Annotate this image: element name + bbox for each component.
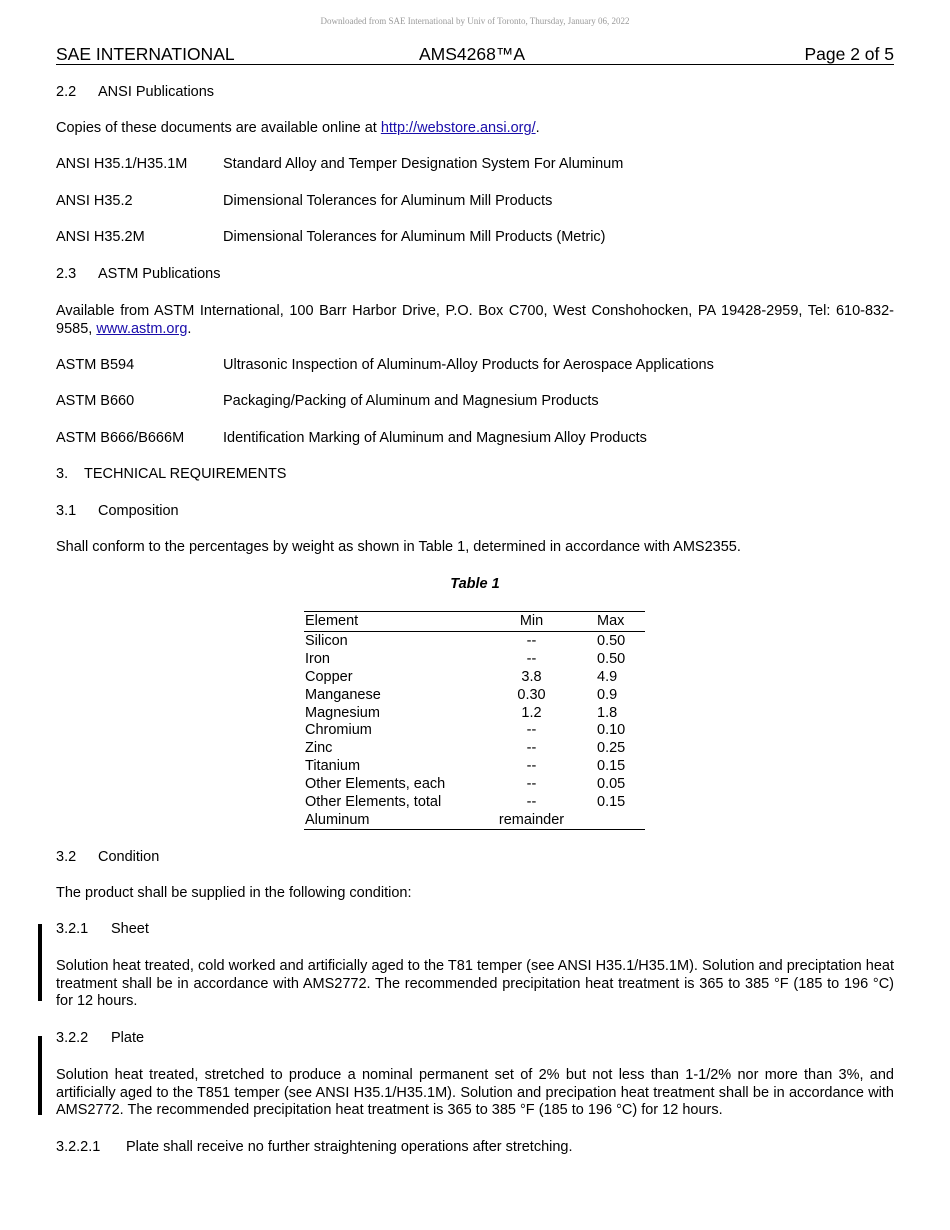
- ref-code: ASTM B660: [56, 393, 135, 409]
- section-title: ASTM Publications: [98, 266, 221, 282]
- cell-element: Other Elements, each: [305, 776, 446, 793]
- table-1-caption: Table 1: [450, 576, 500, 592]
- section-3-2-2-heading: [56, 1030, 144, 1046]
- header-min: Min: [519, 613, 544, 629]
- cell-max: 0.50: [597, 633, 626, 649]
- astm-ref-row: [56, 357, 894, 375]
- ref-code: ANSI H35.2: [56, 193, 133, 209]
- section-title: Plate: [111, 1030, 145, 1046]
- table-row: [304, 704, 645, 722]
- astm-website-link[interactable]: www.astm.org: [96, 320, 188, 337]
- cell-max: 0.15: [597, 758, 626, 775]
- ansi-ref-row: [56, 193, 894, 211]
- cell-min: 3.8: [521, 668, 542, 685]
- section-text: Plate shall receive no further straightening operations after stretching.: [126, 1139, 573, 1155]
- cell-element: Manganese: [305, 686, 381, 703]
- plate-condition-text: Solution heat treated, stretched to produce a nominal permanent set of 2% but not less than 1-1/2% nor more than 3%, and artificially aged to the T851 temper (see ANSI H35.1/H35.1M). Solution and precipation heat treatment shall be in accordance with AMS2772. The recommended precipitation heat treatment is 365 to 385 °F (185 to 196 °C) for 12 hours.: [56, 1067, 894, 1118]
- condition-text: The product shall be supplied in the following condition:: [56, 885, 412, 901]
- header-element: Element: [305, 613, 359, 629]
- ref-code: ANSI H35.1/H35.1M: [56, 156, 188, 172]
- ref-title: Dimensional Tolerances for Aluminum Mill Products (Metric): [223, 229, 606, 245]
- cell-max: 1.8: [597, 704, 618, 721]
- cell-min: --: [526, 758, 537, 775]
- cell-element: Other Elements, total: [305, 794, 442, 811]
- page-header: [56, 44, 894, 65]
- header-org: SAE INTERNATIONAL: [56, 44, 235, 64]
- section-number: 3.: [56, 466, 69, 482]
- astm-intro: [56, 303, 894, 338]
- cell-min: 0.30: [517, 686, 546, 703]
- revision-change-bar: [38, 924, 42, 1001]
- cell-max: 0.50: [597, 650, 626, 667]
- section-2-3-heading: [56, 266, 221, 282]
- table-row: [304, 650, 645, 668]
- cell-max: 0.25: [597, 740, 626, 757]
- ref-code: ASTM B666/B666M: [56, 430, 185, 446]
- table-row: [304, 668, 645, 686]
- cell-max: 0.9: [597, 686, 618, 703]
- section-title: Composition: [98, 503, 179, 519]
- table-row: [304, 793, 645, 811]
- header-doc-id: AMS4268™A: [419, 44, 526, 64]
- section-number: 3.2: [56, 849, 77, 865]
- astm-intro-end: .: [187, 320, 192, 337]
- cell-max: 0.15: [597, 794, 626, 811]
- section-number: 3.2.2.1: [56, 1139, 101, 1155]
- ansi-intro-end: .: [535, 120, 540, 136]
- section-3-1-heading: [56, 503, 179, 519]
- cell-min: --: [526, 633, 537, 649]
- composition-table: [304, 611, 645, 830]
- revision-change-bar: [38, 1036, 42, 1115]
- section-number: 3.1: [56, 503, 77, 519]
- section-3-heading: [56, 466, 286, 482]
- ansi-intro-text: Copies of these documents are available online at: [56, 120, 381, 136]
- ref-title: Ultrasonic Inspection of Aluminum-Alloy Products for Aerospace Applications: [223, 357, 714, 373]
- ansi-ref-row: [56, 156, 894, 174]
- cell-min: 1.2: [521, 704, 542, 721]
- ref-code: ANSI H35.2M: [56, 229, 145, 245]
- ref-title: Packaging/Packing of Aluminum and Magnesium Products: [223, 393, 599, 409]
- cell-element: Zinc: [305, 740, 333, 757]
- section-title: Condition: [98, 849, 160, 865]
- cell-min: --: [526, 776, 537, 793]
- section-number: 2.3: [56, 266, 77, 282]
- ansi-intro: [56, 120, 540, 136]
- table-row: [304, 811, 645, 829]
- section-3-2-2-1: [56, 1139, 573, 1155]
- sheet-condition-text: Solution heat treated, cold worked and artificially aged to the T81 temper (see ANSI H35.1/H35.1M). Solution and preciptation heat treatment shall be in accordance with AMS2772. The recommended precipitation heat treatment is 365 to 385 °F (185 to 196 °C) for 12 hours.: [56, 958, 894, 1009]
- ref-title: Standard Alloy and Temper Designation System For Aluminum: [223, 156, 624, 172]
- section-2-2-heading: [56, 84, 214, 100]
- table-row: [304, 686, 645, 704]
- ref-code: ASTM B594: [56, 357, 135, 373]
- table-header-row: [304, 612, 645, 632]
- header-page-number: Page 2 of 5: [804, 44, 894, 64]
- table-row: [304, 775, 645, 793]
- cell-min: --: [526, 650, 537, 667]
- table-row: [304, 721, 645, 739]
- header-max: Max: [597, 613, 625, 629]
- cell-element: Copper: [305, 668, 353, 685]
- section-number: 3.2.2: [56, 1030, 89, 1046]
- cell-min: --: [526, 722, 537, 739]
- section-number: 2.2: [56, 84, 77, 100]
- table-row: [304, 632, 645, 650]
- table-row: [304, 739, 645, 757]
- astm-intro-text: Available from ASTM International, 100 Barr Harbor Drive, P.O. Box C700, West Conshohocken, PA 19428-2959, Tel: 610-832-9585,: [56, 303, 894, 337]
- download-watermark: Downloaded from SAE International by Univ of Toronto, Thursday, January 06, 2022: [320, 16, 630, 26]
- ref-title: Dimensional Tolerances for Aluminum Mill Products: [223, 193, 553, 209]
- cell-element: Aluminum: [305, 811, 370, 828]
- cell-element: Magnesium: [305, 704, 380, 721]
- section-title: Sheet: [111, 921, 149, 937]
- astm-ref-row: [56, 393, 894, 411]
- section-3-2-heading: [56, 849, 159, 865]
- section-title: ANSI Publications: [98, 84, 215, 100]
- cell-min: --: [526, 740, 537, 757]
- cell-max: 4.9: [597, 668, 618, 685]
- cell-min: --: [526, 794, 537, 811]
- cell-element: Iron: [305, 650, 330, 667]
- section-3-2-1-heading: [56, 921, 149, 937]
- cell-element: Silicon: [305, 633, 348, 649]
- astm-ref-row: [56, 430, 894, 448]
- section-title: TECHNICAL REQUIREMENTS: [84, 466, 287, 482]
- cell-max: 0.05: [597, 776, 626, 793]
- ansi-webstore-link[interactable]: http://webstore.ansi.org/: [380, 120, 536, 136]
- section-number: 3.2.1: [56, 921, 89, 937]
- cell-min: remainder: [498, 811, 565, 828]
- cell-element: Chromium: [305, 722, 372, 739]
- cell-max: 0.10: [597, 722, 626, 739]
- ref-title: Identification Marking of Aluminum and Magnesium Alloy Products: [223, 430, 647, 446]
- ansi-ref-row: [56, 229, 894, 247]
- table-row: [304, 757, 645, 775]
- composition-text: Shall conform to the percentages by weight as shown in Table 1, determined in accordance with AMS2355.: [56, 539, 741, 555]
- cell-element: Titanium: [305, 758, 361, 775]
